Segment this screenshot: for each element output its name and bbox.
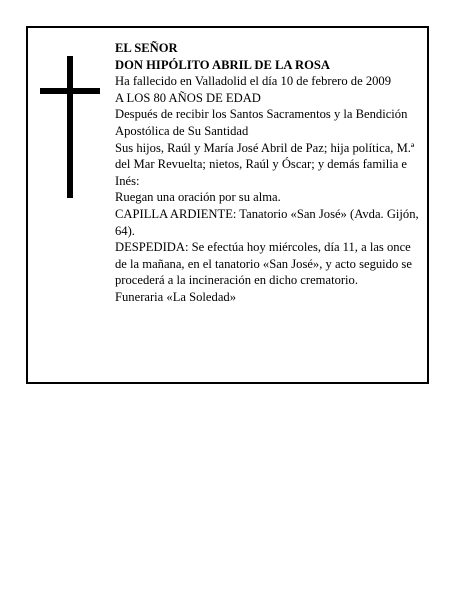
obituary-notice	[26, 26, 429, 384]
notice-title-line1: EL SEÑOR	[115, 41, 178, 55]
cross-vertical-bar	[67, 56, 73, 198]
farewell-line: DESPEDIDA: Se efectúa hoy miércoles, día 11, a las once de la mañana, en el tanatorio «San José», y acto seguido se procederá a la incineración en dicho crematorio.	[115, 240, 412, 288]
prayer-line: Ruegan una oración por su alma.	[115, 190, 281, 205]
cross-horizontal-bar	[40, 88, 100, 94]
deceased-name: DON HIPÓLITO ABRIL DE LA ROSA	[115, 57, 330, 72]
sacraments-line: Después de recibir los Santos Sacramentos y la Bendición Apostólica de Su Santidad	[115, 107, 408, 138]
death-info: Ha fallecido en Valladolid el día 10 de febrero de 2009	[115, 74, 392, 89]
age-line: A LOS 80 AÑOS DE EDAD	[115, 90, 261, 105]
latin-cross-icon	[40, 56, 100, 198]
notice-text	[115, 40, 423, 306]
chapel-line: CAPILLA ARDIENTE: Tanatorio «San José» (Avda. Gijón, 64).	[115, 206, 419, 238]
funeral-home-line: Funeraria «La Soledad»	[115, 289, 236, 304]
family-line: Sus hijos, Raúl y María José Abril de Paz; hija política, M.ª del Mar Revuelta; nietos, Raúl y Óscar; y demás familia e Inés:	[115, 140, 415, 188]
